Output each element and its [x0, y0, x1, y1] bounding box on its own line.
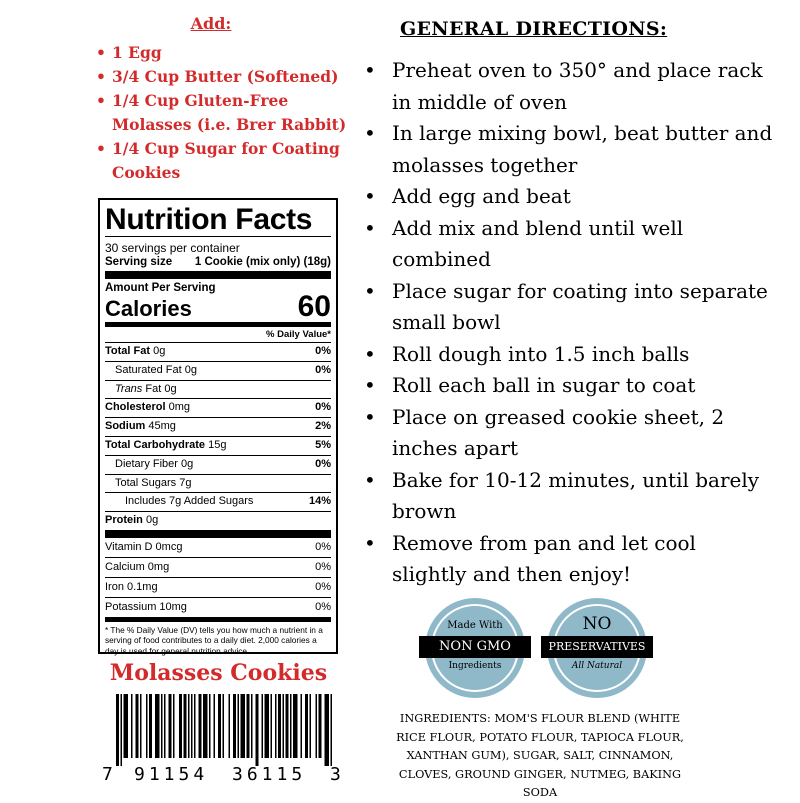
badge-ribbon-text: PRESERVATIVES — [541, 636, 653, 658]
barcode-bar — [169, 694, 172, 758]
list-item: • Bake for 10-12 minutes, until barely brown — [364, 465, 774, 528]
badge-top-text: NO — [582, 614, 612, 634]
list-item: • 1/4 Cup Sugar for Coating Cookies — [86, 137, 356, 185]
barcode-bar — [161, 694, 163, 758]
no-preservatives-badge — [547, 598, 647, 698]
vitamin-row: Calcium 0mg 0% — [105, 557, 331, 577]
vitamin-row: Vitamin D 0mcg 0% — [105, 540, 331, 553]
nutrient-row-dietary-fiber: Dietary Fiber 0g 0% — [105, 455, 331, 474]
barcode-bar — [155, 694, 160, 758]
vitamin-row: Potassium 10mg 0% — [105, 597, 331, 617]
serving-size — [105, 255, 331, 271]
calories-row — [105, 292, 331, 322]
barcode-image — [116, 694, 332, 766]
calories-value: 60 — [297, 290, 331, 323]
barcode-bar — [265, 694, 270, 758]
nutrition-facts-title: Nutrition Facts — [105, 203, 313, 236]
barcode-bar — [140, 694, 142, 758]
barcode-bar — [146, 694, 148, 758]
barcode-bar — [136, 694, 139, 758]
barcode-bar — [238, 694, 240, 758]
barcode-bar — [173, 694, 175, 758]
barcode-bar — [209, 694, 211, 758]
badge-top-text: Made With — [447, 620, 503, 631]
barcode-digit-group: 7 — [102, 764, 113, 785]
list-item: • Preheat oven to 350° and place rack in middle of oven — [364, 55, 774, 118]
barcode-bar — [214, 694, 216, 758]
daily-value-header: % Daily Value* — [266, 329, 331, 340]
barcode-bar — [247, 694, 250, 758]
list-item: • Roll each ball in sugar to coat — [364, 370, 774, 402]
nutrient-row-sodium: Sodium 45mg 2% — [105, 417, 331, 436]
barcode-bar — [188, 694, 190, 758]
barcode-bar — [191, 694, 193, 758]
barcode-bar — [301, 694, 303, 758]
barcode-bar — [233, 694, 236, 758]
barcode-bar — [310, 694, 312, 758]
list-item: • Roll dough into 1.5 inch balls — [364, 339, 774, 371]
badge-bottom-text: Ingredients — [448, 661, 502, 671]
barcode-bar — [164, 694, 166, 758]
barcode-bar — [293, 694, 298, 758]
barcode-bar — [278, 694, 281, 758]
nutrient-row-total-carbohydrate: Total Carbohydrate 15g 5% — [105, 436, 331, 455]
serving-size-label: Serving size — [105, 256, 173, 268]
barcode-bar — [290, 694, 292, 758]
list-item: • 3/4 Cup Butter (Softened) — [86, 65, 356, 89]
ingredients-text: INGREDIENTS: MOM'S FLOUR BLEND (WHITE RICE FLOUR, POTATO FLOUR, TAPIOCA FLOUR, XANTHAN GUM), SUGAR, SALT, CINNAMON, CLOVES, GROUND GINGER, NUTMEG, BAKING SODA — [396, 712, 684, 799]
barcode-bar — [199, 694, 202, 758]
barcode-bar — [251, 694, 253, 758]
barcode-bar — [325, 694, 330, 766]
barcode-bar — [319, 694, 322, 758]
nutrition-facts-panel — [98, 198, 338, 654]
barcode-bar — [256, 694, 259, 766]
non-gmo-badge — [425, 598, 525, 698]
list-item: • Add mix and blend until well combined — [364, 213, 774, 276]
add-list — [86, 41, 356, 185]
barcode-bar — [116, 694, 119, 766]
barcode-bar — [331, 694, 333, 766]
nutrient-row-protein: Protein 0g — [105, 511, 331, 530]
nutrition-footnote: * The % Daily Value (DV) tells you how much a nutrient in a serving of food contributes to a daily diet. 2,000 calories a day is used for general nutrition advice. — [105, 624, 323, 656]
list-item: • Add egg and beat — [364, 181, 774, 213]
barcode-digit-group: 3 — [330, 764, 341, 785]
barcode-bar — [179, 694, 182, 758]
barcode-bar — [316, 694, 318, 758]
add-ingredients-section — [86, 14, 356, 185]
barcode-bar — [121, 694, 123, 766]
product-name: Molasses Cookies — [109, 660, 328, 686]
barcode-digit-group: 91154 — [134, 764, 209, 785]
add-title: Add: — [190, 14, 232, 33]
directions-title: GENERAL DIRECTIONS: — [400, 18, 668, 40]
nutrient-row-cholesterol: Cholesterol 0mg 0% — [105, 398, 331, 417]
barcode-bar — [286, 694, 289, 758]
barcode-bar — [124, 694, 129, 758]
barcode-bar — [223, 694, 225, 758]
list-item: • 1 Egg — [86, 41, 356, 65]
barcode-bar — [131, 694, 133, 758]
directions-list — [364, 55, 774, 591]
nutrient-row-added-sugars: Includes 7g Added Sugars 14% — [105, 492, 331, 511]
calories-label: Calories — [105, 296, 192, 321]
barcode-bar — [218, 694, 221, 758]
barcode-bar — [305, 694, 308, 758]
barcode-bar — [262, 694, 264, 758]
barcode-bar — [194, 694, 196, 758]
badge-ribbon-text: NON GMO — [419, 636, 531, 658]
barcode-bar — [241, 694, 246, 758]
vitamin-row: Iron 0.1mg 0% — [105, 577, 331, 597]
list-item: • Remove from pan and let cool slightly and then enjoy! — [364, 528, 774, 591]
barcode-bar — [229, 694, 231, 758]
nutrient-row-total-fat: Total Fat 0g 0% — [105, 342, 331, 361]
list-item: • In large mixing bowl, beat butter and molasses together — [364, 118, 774, 181]
barcode-bar — [203, 694, 208, 758]
list-item: • Place on greased cookie sheet, 2 inches apart — [364, 402, 774, 465]
barcode-bar — [283, 694, 285, 758]
nutrient-row-total-sugars: Total Sugars 7g — [105, 474, 331, 493]
badge-bottom-text: All Natural — [571, 661, 623, 671]
barcode-bar — [149, 694, 152, 758]
amount-per-serving: Amount Per Serving — [105, 282, 216, 294]
barcode-bar — [184, 694, 187, 758]
list-item: • 1/4 Cup Gluten-Free Molasses (i.e. Brer Rabbit) — [86, 89, 356, 137]
nutrient-row-trans-fat: Trans Fat 0g — [105, 380, 331, 399]
servings-per-container: 30 servings per container — [105, 241, 240, 255]
barcode-digit-group: 36115 — [232, 764, 307, 785]
barcode-bar — [271, 694, 273, 758]
list-item: • Place sugar for coating into separate small bowl — [364, 276, 774, 339]
barcode-bar — [275, 694, 277, 758]
nutrient-row-saturated-fat: Saturated Fat 0g 0% — [105, 361, 331, 380]
serving-size-value: 1 Cookie (mix only) (18g) — [194, 256, 331, 268]
